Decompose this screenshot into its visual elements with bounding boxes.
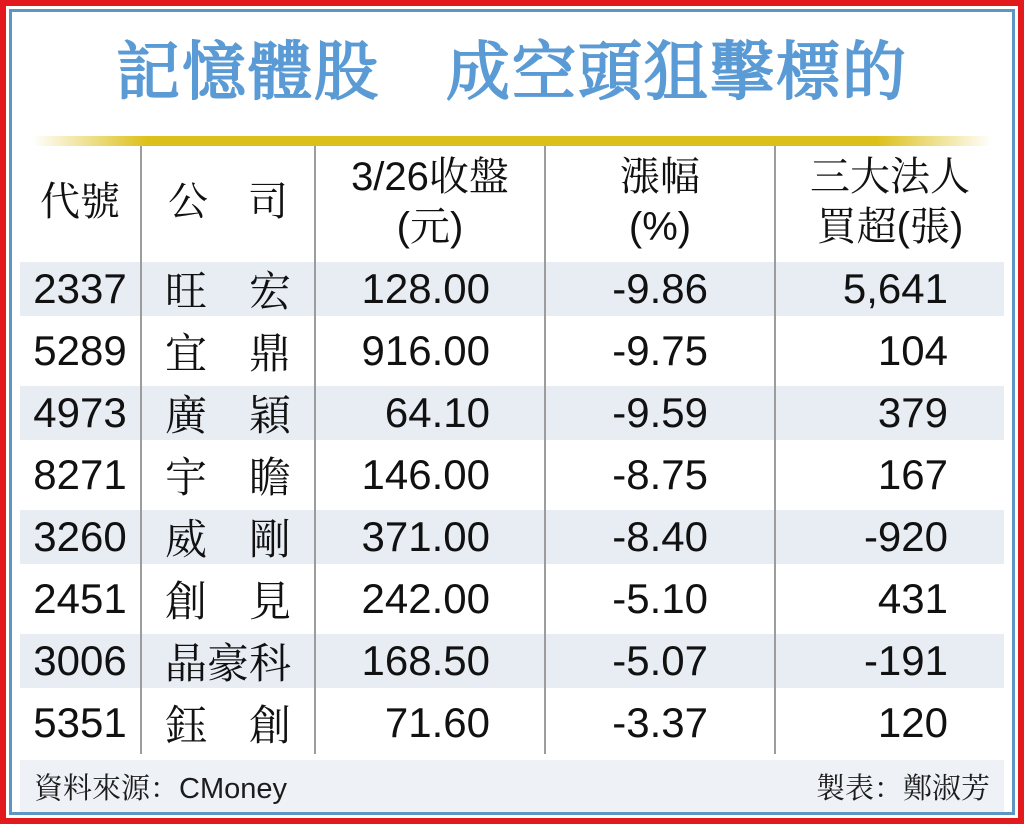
code-cell: 2337 — [33, 265, 127, 312]
company-cell: 威 剛 — [140, 506, 314, 568]
table-row — [20, 320, 1004, 382]
stock-table — [20, 146, 1004, 754]
footer-bar — [20, 760, 1004, 812]
company-cell: 鈺 創 — [140, 692, 314, 754]
header-change-line2: (%) — [628, 205, 692, 249]
table-header-row — [20, 146, 1004, 258]
code-cell: 3260 — [33, 513, 127, 560]
code-cell: 3006 — [33, 637, 127, 684]
close-cell: 242.00 — [314, 568, 544, 630]
company-cell: 宜 鼎 — [140, 320, 314, 382]
table-row — [20, 506, 1004, 568]
company-cell: 創 見 — [140, 568, 314, 630]
netbuy-cell: 104 — [774, 320, 1004, 382]
code-cell: 5351 — [33, 699, 127, 746]
close-cell: 916.00 — [314, 320, 544, 382]
header-company — [140, 146, 314, 258]
header-netbuy-line2: 買超(張) — [816, 205, 964, 249]
table-row — [20, 568, 1004, 630]
table-row — [20, 692, 1004, 754]
table-row — [20, 444, 1004, 506]
header-netbuy-line1: 三大法人 — [810, 155, 970, 199]
company-cell: 晶豪科 — [140, 630, 314, 692]
code-cell: 5289 — [33, 327, 127, 374]
close-cell: 371.00 — [314, 506, 544, 568]
change-cell: -9.75 — [544, 320, 774, 382]
code-cell: 4973 — [33, 389, 127, 436]
header-company-line1: 公 司 — [168, 180, 288, 224]
change-cell: -3.37 — [544, 692, 774, 754]
company-cell: 旺 宏 — [140, 258, 314, 320]
code-cell: 8271 — [33, 451, 127, 498]
close-cell: 64.10 — [314, 382, 544, 444]
header-close-line1: 3/26收盤 — [351, 155, 509, 199]
change-cell: -9.59 — [544, 382, 774, 444]
change-cell: -5.10 — [544, 568, 774, 630]
change-cell: -8.75 — [544, 444, 774, 506]
company-cell: 宇 瞻 — [140, 444, 314, 506]
company-cell: 廣 穎 — [140, 382, 314, 444]
netbuy-cell: -191 — [774, 630, 1004, 692]
change-cell: -8.40 — [544, 506, 774, 568]
close-cell: 128.00 — [314, 258, 544, 320]
data-source-label: 資料來源：CMoney — [34, 772, 287, 805]
netbuy-cell: -920 — [774, 506, 1004, 568]
code-cell: 2451 — [33, 575, 127, 622]
netbuy-cell: 431 — [774, 568, 1004, 630]
change-cell: -5.07 — [544, 630, 774, 692]
close-cell: 146.00 — [314, 444, 544, 506]
netbuy-cell: 120 — [774, 692, 1004, 754]
table-credit-label: 製表：鄭淑芳 — [815, 772, 990, 805]
gold-divider-bar — [32, 136, 992, 146]
close-cell: 71.60 — [314, 692, 544, 754]
header-change — [544, 146, 774, 258]
blue-frame — [9, 9, 1015, 815]
page-title: 記憶體股 成空頭狙擊標的 — [116, 36, 908, 108]
change-cell: -9.86 — [544, 258, 774, 320]
netbuy-cell: 167 — [774, 444, 1004, 506]
header-code — [20, 146, 140, 258]
header-close — [314, 146, 544, 258]
table-row — [20, 258, 1004, 320]
netbuy-cell: 379 — [774, 382, 1004, 444]
header-netbuy — [774, 146, 1004, 258]
table-row — [20, 382, 1004, 444]
header-close-line2: (元) — [396, 205, 464, 249]
header-code-line1: 代號 — [40, 180, 120, 224]
header-change-line1: 漲幅 — [620, 155, 700, 199]
close-cell: 168.50 — [314, 630, 544, 692]
table-row — [20, 630, 1004, 692]
netbuy-cell: 5,641 — [774, 258, 1004, 320]
